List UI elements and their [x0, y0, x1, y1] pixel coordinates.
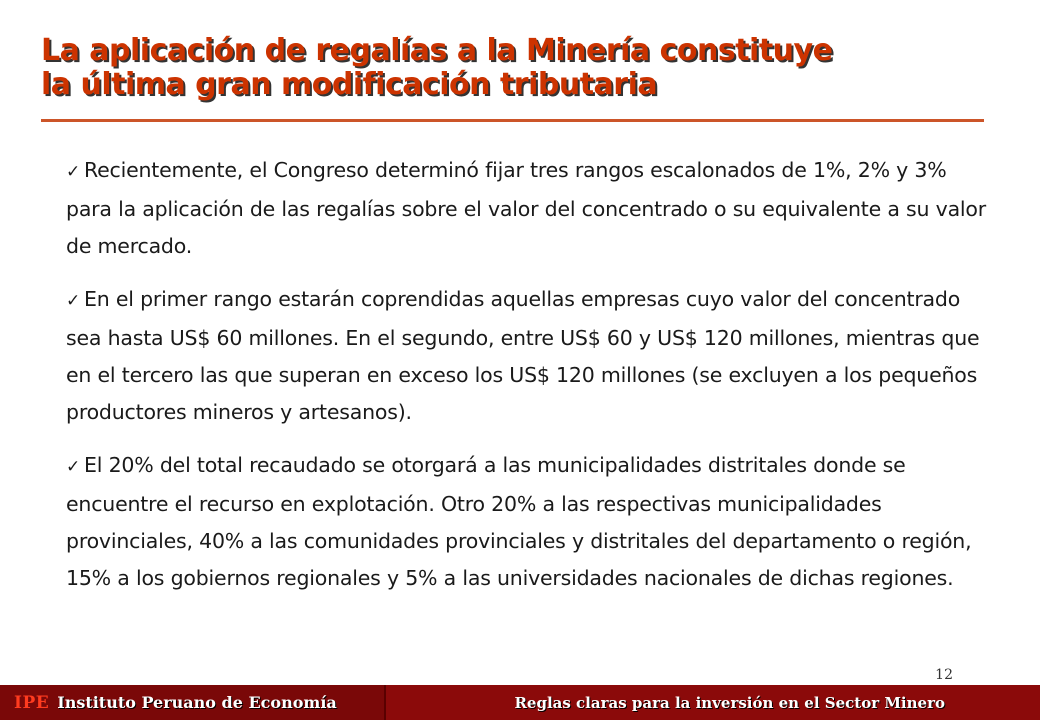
bullet-item — [66, 281, 996, 431]
checkmark-icon: ✓ — [66, 457, 81, 477]
checkmark-icon: ✓ — [66, 162, 81, 182]
footer-tagline: Reglas claras para la inversión en el Sector Minero — [514, 693, 945, 712]
organization-name: Instituto Peruano de Economía — [57, 693, 337, 712]
page-number: 12 — [935, 667, 953, 683]
title-line-1: La aplicación de regalías a la Minería constituye — [41, 33, 833, 68]
bullet-text: En el primer rango estarán coprendidas aquellas empresas cuyo valor del concentrado sea hasta US$ 60 millones. En el segundo, entre US$ 60 y US$ 120 millones, mientras que en el tercero las que superan en exceso los US$ 120 millones (se excluyen a los pequeños productores mineros y artesanos). — [66, 287, 980, 424]
ipe-logo: IPE — [14, 692, 50, 713]
checkmark-icon: ✓ — [66, 291, 81, 311]
bullet-item — [66, 447, 996, 597]
bullet-item — [66, 152, 996, 265]
title-line-2: la última gran modificación tributaria — [41, 67, 658, 102]
bullet-list — [66, 152, 996, 613]
slide-title — [41, 34, 981, 102]
footer-bar — [0, 685, 1040, 720]
bullet-text: El 20% del total recaudado se otorgará a las municipalidades distritales donde se encuentre el recurso en explotación. Otro 20% a las respectivas municipalidades provinciales, 40% a las comunidades provinciales y distritales del departamento o región, 15% a los gobiernos regionales y 5% a las universidades nacionales de dichas regiones. — [66, 453, 972, 590]
title-divider — [41, 119, 984, 122]
footer-branding — [0, 685, 386, 720]
bullet-text: Recientemente, el Congreso determinó fijar tres rangos escalonados de 1%, 2% y 3% para la aplicación de las regalías sobre el valor del concentrado o su equivalente a su valor de mercado. — [66, 158, 986, 258]
